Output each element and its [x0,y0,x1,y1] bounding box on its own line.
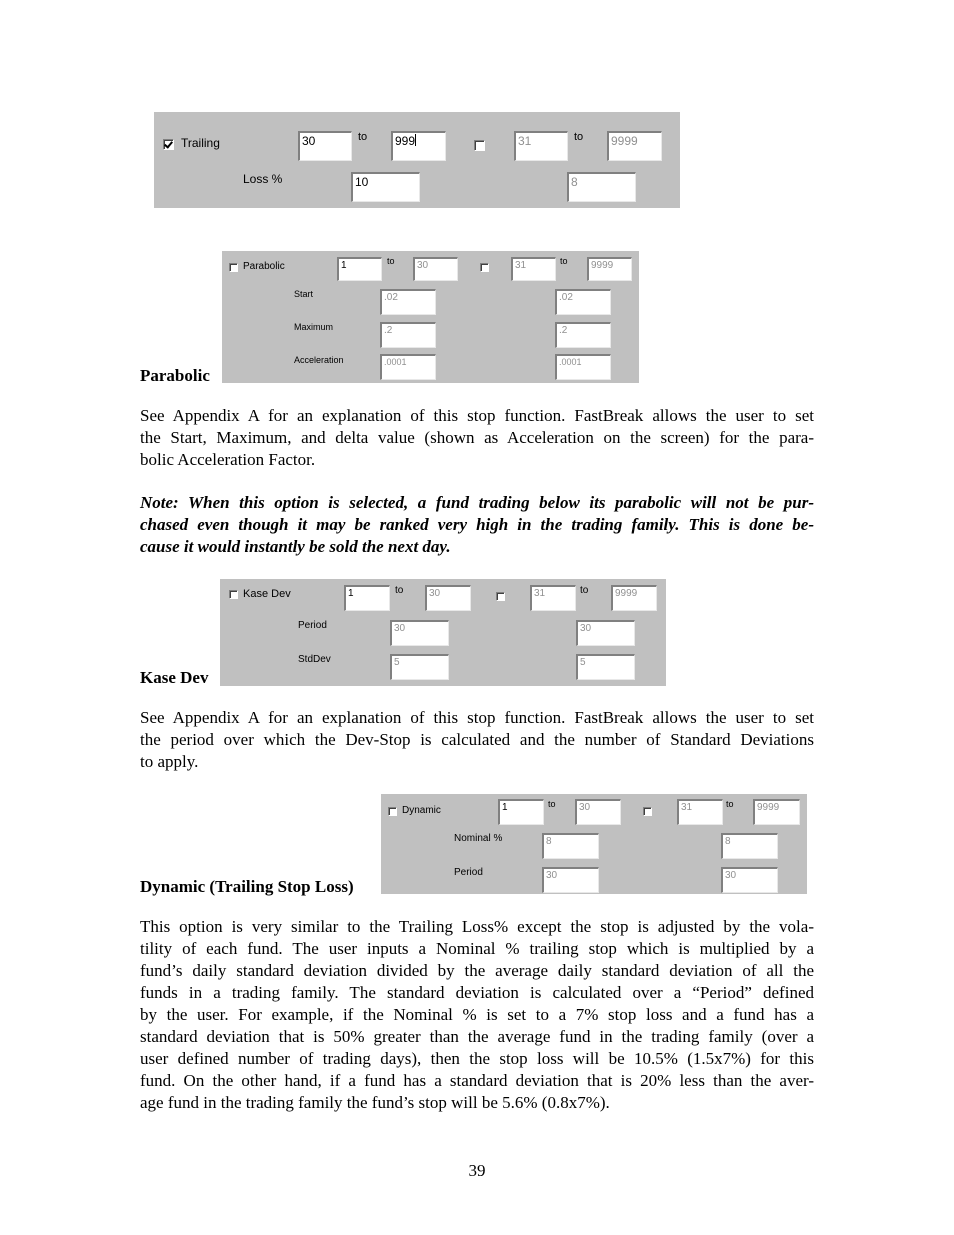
to-label: to [560,256,568,266]
acceleration-label: Acceleration [294,355,344,365]
to-label: to [574,131,584,143]
text-line: to apply. [140,752,199,771]
dynamic-period-input-2[interactable]: 30 [721,867,778,893]
text-line: the Start, Maximum, and delta value (shown as Acceleration on the screen) for the para- [140,428,814,447]
kase-dev-heading: Kase Dev [140,668,209,687]
text-line: fund’s daily standard deviation divided by the average daily standard deviation of all the [140,961,814,980]
dynamic-range2-checkbox[interactable] [643,807,652,816]
text-line: funds in a trading family. The standard deviation is calculated over a “Period” defined [140,983,814,1002]
parabolic-to-input-1[interactable]: 30 [413,257,458,281]
to-label: to [387,256,395,266]
dynamic-from-input-1[interactable]: 1 [498,799,544,825]
period-input-2[interactable]: 30 [576,620,635,646]
start-input-1[interactable]: .02 [380,289,436,315]
to-label: to [395,585,404,596]
kase-dev-panel [220,579,666,686]
text-line: chased even though it may be ranked very high in the trading family. This is done be- [140,515,814,534]
trailing-stop-panel [154,112,680,208]
text-line: by the user. For example, if the Nominal % is set to a 7% stop loss and a fund has a [140,1005,814,1024]
text-line: the period over which the Dev-Stop is calculated and the number of Standard Deviations [140,730,814,749]
stddev-input-2[interactable]: 5 [576,654,635,680]
parabolic-checkbox-label: Parabolic [243,261,285,272]
loss-percent-label: Loss % [243,172,283,186]
parabolic-checkbox[interactable] [229,263,238,272]
nominal-percent-input-1[interactable]: 8 [542,833,599,859]
kase-dev-from-input-1[interactable]: 1 [344,585,390,611]
kase-dev-range2-checkbox[interactable] [496,592,505,601]
kase-dev-checkbox-label: Kase Dev [243,588,291,600]
parabolic-heading: Parabolic [140,366,210,385]
text-line: user defined number of trading days), then the stop loss will be 10.5% (1.5x7%) for this [140,1049,814,1068]
text-line: See Appendix A for an explanation of this stop function. FastBreak allows the user to set [140,708,814,727]
stddev-input-1[interactable]: 5 [390,654,449,680]
loss-percent-input-1[interactable]: 10 [351,172,420,202]
dynamic-checkbox[interactable] [388,807,397,816]
text-line: This option is very similar to the Trailing Loss% except the stop is adjusted by the vola- [140,917,814,936]
parabolic-from-input-1[interactable]: 1 [337,257,382,281]
nominal-percent-input-2[interactable]: 8 [721,833,778,859]
parabolic-note [140,492,814,558]
trailing-from-input-1[interactable]: 30 [298,131,352,161]
dynamic-to-input-1[interactable]: 30 [575,799,621,825]
dynamic-description [140,916,814,1114]
dynamic-heading: Dynamic (Trailing Stop Loss) [140,877,354,896]
dynamic-from-input-2[interactable]: 31 [677,799,723,825]
dynamic-to-input-2[interactable]: 9999 [753,799,800,825]
trailing-to-input-1[interactable]: 999 [391,131,446,161]
page-number: 39 [468,1161,486,1180]
trailing-checkbox[interactable] [163,139,174,150]
text-line: cause it would instantly be sold the next day. [140,537,451,556]
trailing-to-input-2[interactable]: 9999 [607,131,662,161]
kase-dev-from-input-2[interactable]: 31 [530,585,576,611]
trailing-checkbox-label: Trailing [181,136,220,150]
period-input-1[interactable]: 30 [390,620,449,646]
to-label: to [358,131,368,143]
loss-percent-input-2[interactable]: 8 [567,172,636,202]
kase-dev-to-input-2[interactable]: 9999 [611,585,657,611]
stddev-label: StdDev [298,654,331,665]
to-label: to [548,799,556,809]
dynamic-panel [381,794,807,894]
start-input-2[interactable]: .02 [555,289,611,315]
to-label: to [726,799,734,809]
kase-dev-to-input-1[interactable]: 30 [425,585,471,611]
text-line: standard deviation that is 50% greater than the average fund in the trading family (over a [140,1027,814,1046]
period-label: Period [298,620,327,631]
parabolic-from-input-2[interactable]: 31 [511,257,556,281]
acceleration-input-1[interactable]: .0001 [380,354,436,380]
trailing-from-input-2[interactable]: 31 [514,131,568,161]
nominal-percent-label: Nominal % [454,833,503,844]
maximum-label: Maximum [294,322,334,332]
parabolic-to-input-2[interactable]: 9999 [587,257,632,281]
text-line: bolic Acceleration Factor. [140,450,316,469]
dynamic-checkbox-label: Dynamic [402,805,441,816]
maximum-input-2[interactable]: .2 [555,322,611,348]
maximum-input-1[interactable]: .2 [380,322,436,348]
start-label: Start [294,289,314,299]
parabolic-range2-checkbox[interactable] [480,263,489,272]
text-line: Note: When this option is selected, a fund trading below its parabolic will not be pur- [140,493,814,512]
kase-dev-checkbox[interactable] [229,590,238,599]
period-label: Period [454,867,483,878]
acceleration-input-2[interactable]: .0001 [555,354,611,380]
text-line: See Appendix A for an explanation of this stop function. FastBreak allows the user to set [140,406,814,425]
dynamic-period-input-1[interactable]: 30 [542,867,599,893]
parabolic-description [140,405,814,471]
parabolic-panel [222,251,639,383]
to-label: to [580,585,589,596]
trailing-range2-checkbox[interactable] [474,140,485,151]
text-line: age fund in the trading family the fund’s stop will be 5.6% (0.8x7%). [140,1093,610,1112]
kase-dev-description [140,707,814,773]
text-line: fund. On the other hand, if a fund has a standard deviation that is 20% less than the aver- [140,1071,814,1090]
text-line: tility of each fund. The user inputs a Nominal % trailing stop which is multiplied by a [140,939,814,958]
